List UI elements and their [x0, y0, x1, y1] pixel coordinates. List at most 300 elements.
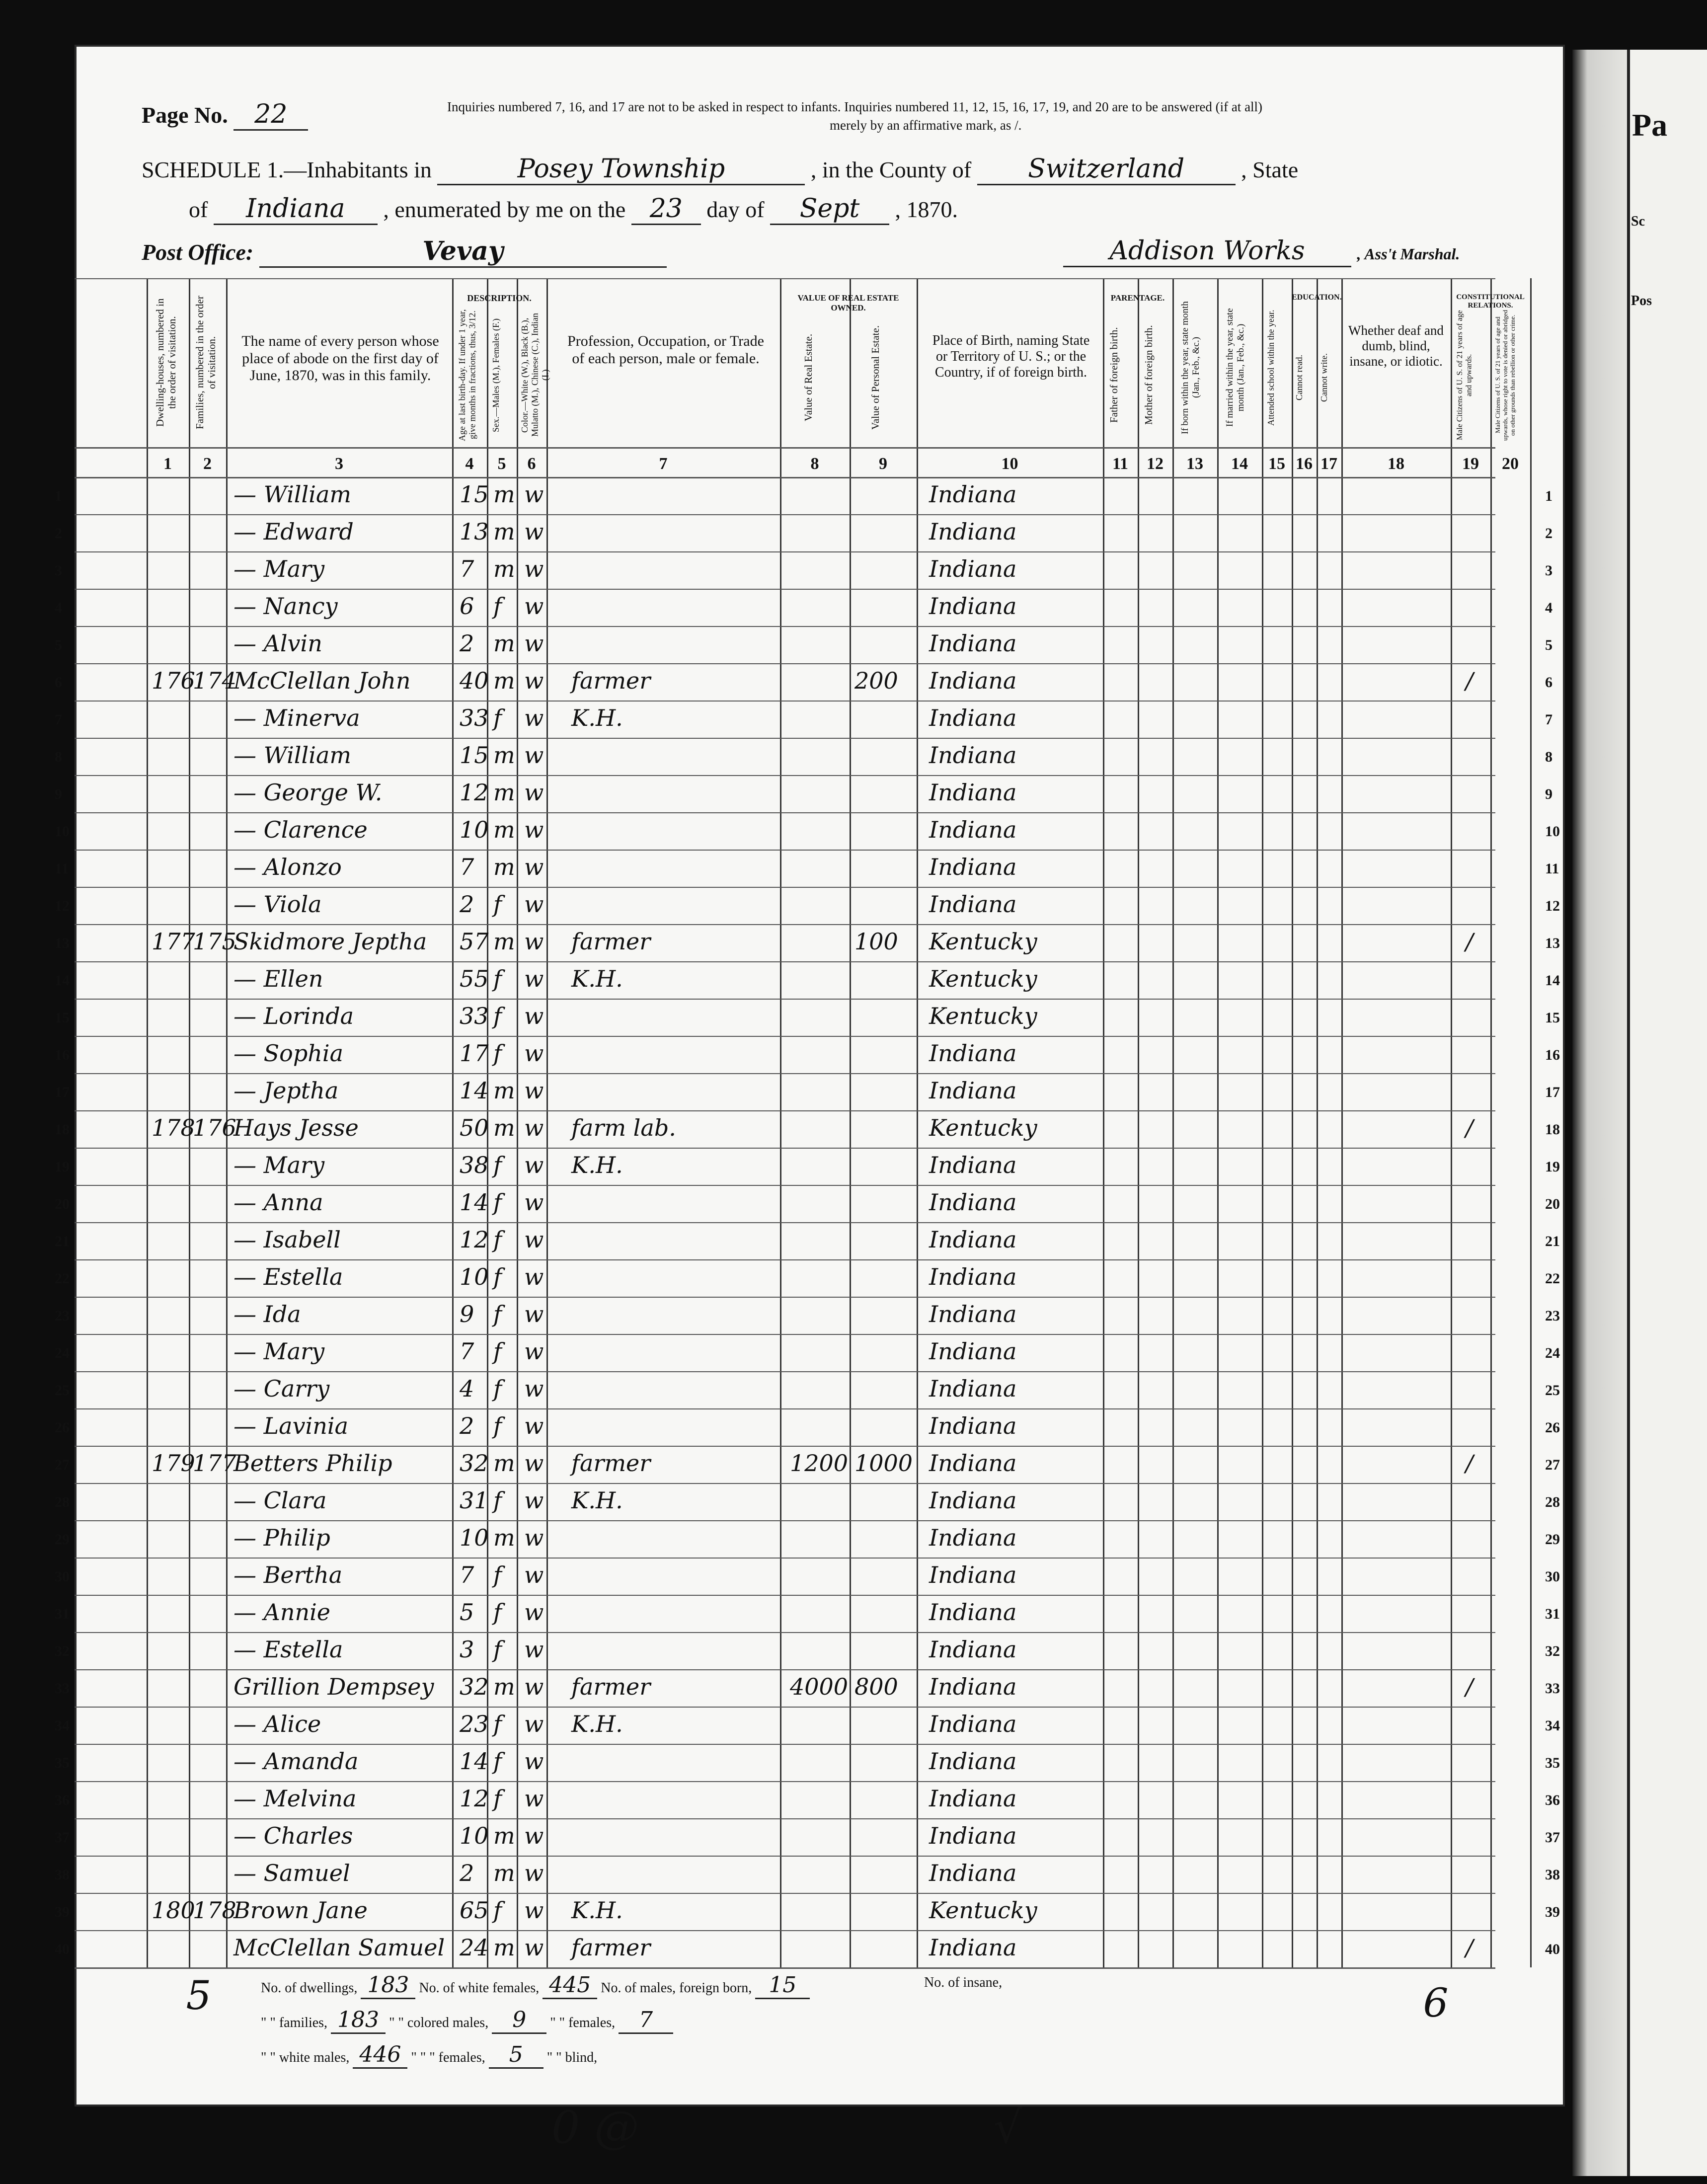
tally-right-value: 6 [1423, 1980, 1449, 2026]
color-value: w [524, 1077, 544, 1104]
occupation-value: K.H. [571, 1711, 623, 1737]
adjacent-page-strip [1627, 50, 1707, 2176]
color-value: w [524, 1897, 544, 1924]
col3-header: The name of every person whose place of abode on the first day of June, 1870, was in this family. [241, 333, 439, 384]
male-citizen-mark: / [1466, 1673, 1474, 1700]
line-number-right: 12 [1545, 898, 1560, 914]
col17-header: Cannot write. [1319, 353, 1329, 402]
sex-value: m [493, 555, 515, 582]
table-row [55, 1707, 1570, 1744]
color-value: w [524, 1189, 544, 1216]
person-name: Betters Philip [233, 1450, 392, 1477]
table-row [55, 924, 1570, 962]
line-number-right: 32 [1545, 1643, 1560, 1659]
sex-value: f [493, 1338, 502, 1365]
person-name: — Viola [233, 891, 322, 918]
families-value: 183 [331, 2007, 386, 2034]
col5-header: Sex.—Males (M.), Females (F.) [491, 318, 501, 432]
line-number-left: 29 [55, 1531, 70, 1548]
page-label: Page No. [142, 102, 228, 128]
age-value: 33 [460, 704, 489, 731]
color-value: w [524, 1338, 544, 1365]
adjacent-post-label: Pos [1631, 293, 1652, 309]
sex-value: f [493, 1003, 502, 1029]
color-value: w [524, 1003, 544, 1029]
line-number-left: 4 [55, 600, 62, 616]
sex-value: m [493, 518, 515, 545]
birthplace-value: Indiana [929, 1748, 1017, 1775]
col-number: 6 [527, 455, 536, 473]
person-name: — Nancy [233, 593, 338, 620]
line-number-right: 40 [1545, 1941, 1560, 1957]
dwelling-number: 179 [152, 1450, 195, 1477]
col8-header: Value of Real Estate. [802, 333, 814, 422]
table-row [55, 1297, 1570, 1334]
line-number-right: 33 [1545, 1680, 1560, 1697]
line-number-right: 13 [1545, 935, 1560, 951]
education-header: EDUCATION. [1292, 293, 1342, 302]
male-citizen-mark: / [1466, 1114, 1474, 1141]
line-number-right: 3 [1545, 562, 1552, 579]
sex-value: f [493, 1636, 502, 1663]
sex-value: f [493, 1226, 502, 1253]
line-number-left: 25 [55, 1382, 70, 1399]
line-number-right: 14 [1545, 972, 1560, 989]
line-number-right: 28 [1545, 1494, 1560, 1510]
real-estate-header: VALUE OF REAL ESTATE OWNED. [797, 293, 899, 312]
person-name: — Amanda [233, 1748, 359, 1775]
white-males-value: 446 [353, 2042, 407, 2069]
township-field: Posey Township [437, 154, 805, 185]
person-name: — Clara [233, 1487, 327, 1514]
color-value: w [524, 1711, 544, 1737]
age-value: 4 [460, 1375, 474, 1402]
instruction-note-1: Inquiries numbered 7, 16, and 17 are not to be asked in respect to infants. Inquiries numbered 11, 12, 15, 16, 17, 19, and 20 are to be answered (if at all) [447, 99, 1263, 114]
line-number-left: 22 [55, 1270, 70, 1287]
table-row [55, 551, 1570, 589]
age-value: 24 [460, 1934, 489, 1961]
line-number-right: 23 [1545, 1308, 1560, 1324]
birthplace-value: Indiana [929, 854, 1017, 880]
line-number-left: 38 [55, 1867, 70, 1883]
person-name: McClellan John [233, 667, 411, 694]
table-row [55, 738, 1570, 776]
line-number-left: 19 [55, 1159, 70, 1175]
sex-value: m [493, 1860, 515, 1886]
birthplace-value: Indiana [929, 1077, 1017, 1104]
white-females-value: 445 [543, 1972, 597, 1999]
col-number: 14 [1231, 455, 1248, 473]
person-name: — Mary [233, 555, 325, 582]
real-estate-value: 4000 [790, 1673, 849, 1700]
birthplace-value: Indiana [929, 1189, 1017, 1216]
tally-left-value: 5 [186, 1972, 212, 2019]
table-row [55, 1595, 1570, 1633]
year-label: , 1870. [895, 197, 958, 222]
color-value: w [524, 1301, 544, 1327]
dwelling-number: 178 [152, 1114, 195, 1141]
table-row [55, 1036, 1570, 1074]
enumeration-line [189, 194, 958, 225]
person-name: — Mary [233, 1338, 325, 1365]
table-row [55, 1744, 1570, 1782]
table-row [55, 850, 1570, 887]
table-row [55, 1893, 1570, 1931]
color-value: w [524, 555, 544, 582]
age-value: 17 [460, 1040, 489, 1067]
sex-value: m [493, 779, 515, 806]
birthplace-value: Indiana [929, 1822, 1017, 1849]
col-number: 16 [1296, 455, 1313, 473]
line-number-right: 8 [1545, 749, 1552, 765]
line-number-left: 36 [55, 1792, 70, 1808]
line-number-right: 1 [1545, 488, 1552, 504]
age-value: 5 [460, 1599, 474, 1626]
totals-line-3 [261, 2042, 597, 2069]
person-name: — Anna [233, 1189, 323, 1216]
age-value: 32 [460, 1450, 489, 1477]
line-number-right: 17 [1545, 1084, 1560, 1100]
table-row [55, 626, 1570, 664]
age-value: 65 [460, 1897, 489, 1924]
color-value: w [524, 1524, 544, 1551]
line-number-right: 25 [1545, 1382, 1560, 1399]
col11-header: Father of foreign birth. [1108, 327, 1120, 423]
county-field: Switzerland [977, 154, 1236, 185]
sex-value: f [493, 1487, 502, 1514]
table-row [55, 775, 1570, 813]
census-table [55, 278, 1560, 2042]
person-name: — Alvin [233, 630, 322, 657]
birthplace-value: Indiana [929, 704, 1017, 731]
male-citizen-mark: / [1466, 928, 1474, 955]
person-name: Brown Jane [233, 1897, 368, 1924]
line-number-right: 7 [1545, 711, 1552, 728]
color-value: w [524, 518, 544, 545]
table-row [55, 1110, 1570, 1148]
col-number: 5 [497, 455, 506, 473]
sex-value: f [493, 965, 502, 992]
birthplace-value: Indiana [929, 1338, 1017, 1365]
age-value: 9 [460, 1301, 474, 1327]
person-name: — Ellen [233, 965, 323, 992]
colored-males-value: 9 [492, 2007, 546, 2034]
age-value: 10 [460, 816, 489, 843]
colored-males-label: " " colored males, [389, 2015, 489, 2030]
age-value: 55 [460, 965, 489, 992]
sex-value: m [493, 928, 515, 955]
col-number: 7 [659, 455, 668, 473]
sex-value: f [493, 1711, 502, 1737]
birthplace-value: Indiana [929, 667, 1017, 694]
table-row [55, 887, 1570, 925]
color-value: w [524, 891, 544, 918]
line-number-left: 33 [55, 1680, 70, 1697]
person-name: — Sophia [233, 1040, 344, 1067]
sex-value: m [493, 1822, 515, 1849]
birthplace-value: Indiana [929, 891, 1017, 918]
occupation-value: farmer [571, 1673, 651, 1700]
col9-header: Value of Personal Estate. [869, 325, 881, 430]
line-number-left: 14 [55, 972, 70, 989]
line-number-left: 17 [55, 1084, 70, 1100]
person-name: — Jeptha [233, 1077, 339, 1104]
person-name: — Samuel [233, 1860, 350, 1886]
person-name: — Alice [233, 1711, 321, 1737]
sex-value: f [493, 1561, 502, 1588]
personal-estate-value: 200 [854, 667, 898, 694]
col-number: 18 [1388, 455, 1404, 473]
line-number-right: 20 [1545, 1196, 1560, 1212]
insane-line [924, 1975, 1002, 1991]
person-name: — Annie [233, 1599, 331, 1626]
line-number-right: 4 [1545, 600, 1552, 616]
birthplace-value: Indiana [929, 1301, 1017, 1327]
person-name: — Mary [233, 1152, 325, 1178]
table-row [55, 1259, 1570, 1297]
age-value: 31 [460, 1487, 489, 1514]
line-number-right: 18 [1545, 1121, 1560, 1138]
male-citizen-mark: / [1466, 1934, 1474, 1961]
color-value: w [524, 779, 544, 806]
birthplace-value: Indiana [929, 779, 1017, 806]
col-number: 3 [335, 455, 343, 473]
birthplace-value: Indiana [929, 1524, 1017, 1551]
family-number: 177 [193, 1450, 236, 1477]
person-name: Grillion Dempsey [233, 1673, 434, 1700]
families-label: " " families, [261, 2015, 328, 2030]
line-number-left: 28 [55, 1494, 70, 1510]
line-number-left: 2 [55, 525, 62, 542]
line-number-left: 30 [55, 1568, 70, 1585]
color-value: w [524, 667, 544, 694]
col-number: 20 [1502, 455, 1519, 473]
age-value: 38 [460, 1152, 489, 1178]
birthplace-value: Indiana [929, 1711, 1017, 1737]
line-number-left: 27 [55, 1457, 70, 1473]
sex-value: f [493, 891, 502, 918]
col4-header: Age at last birth-day. If under 1 year, give months in fractions, thus, 3/12. [457, 309, 477, 441]
color-value: w [524, 854, 544, 880]
post-office-line [142, 236, 667, 268]
personal-estate-value: 800 [854, 1673, 898, 1700]
line-number-left: 1 [55, 488, 62, 504]
occupation-value: farmer [571, 1934, 651, 1961]
line-number-left: 8 [55, 749, 62, 765]
birthplace-value: Indiana [929, 481, 1017, 508]
table-row [55, 1669, 1570, 1707]
sex-value: m [493, 1450, 515, 1477]
color-value: w [524, 1450, 544, 1477]
personal-estate-value: 1000 [854, 1450, 913, 1477]
line-number-left: 13 [55, 935, 70, 951]
person-name: — Lavinia [233, 1412, 349, 1439]
line-number-right: 16 [1545, 1047, 1560, 1063]
birthplace-value: Indiana [929, 1450, 1017, 1477]
occupation-value: K.H. [571, 1152, 623, 1178]
day-of-label: day of [706, 197, 765, 222]
col15-header: Attended school within the year. [1266, 310, 1276, 426]
marshal-label: , Ass't Marshal. [1357, 245, 1460, 263]
colored-females-value: 5 [489, 2042, 543, 2069]
col12-header: Mother of foreign birth. [1143, 325, 1155, 425]
sex-value: f [493, 1152, 502, 1178]
line-number-right: 27 [1545, 1457, 1560, 1473]
color-value: w [524, 481, 544, 508]
line-number-right: 9 [1545, 786, 1552, 802]
color-value: w [524, 1412, 544, 1439]
col-number: 8 [810, 455, 819, 473]
person-name: — George W. [233, 779, 383, 806]
table-row [55, 961, 1570, 999]
table-row [55, 1856, 1570, 1893]
line-number-right: 31 [1545, 1606, 1560, 1622]
col18-header: Whether deaf and dumb, blind, insane, or idiotic. [1348, 323, 1444, 369]
line-number-left: 34 [55, 1717, 70, 1734]
birthplace-value: Kentucky [929, 1114, 1037, 1141]
occupation-value: farm lab. [571, 1114, 676, 1141]
birthplace-value: Indiana [929, 1673, 1017, 1700]
birthplace-value: Indiana [929, 1785, 1017, 1812]
schedule-line [142, 154, 1298, 185]
line-number-left: 24 [55, 1345, 70, 1361]
blind-label: " " blind, [546, 2050, 598, 2065]
person-name: — Edward [233, 518, 354, 545]
col-number: 4 [465, 455, 474, 473]
age-value: 23 [460, 1711, 489, 1737]
table-row [55, 663, 1570, 701]
col-number: 10 [1001, 455, 1018, 473]
dwelling-number: 180 [152, 1897, 195, 1924]
family-number: 176 [193, 1114, 236, 1141]
line-number-right: 35 [1545, 1755, 1560, 1771]
person-name: Skidmore Jeptha [233, 928, 427, 955]
color-value: w [524, 1785, 544, 1812]
sex-value: m [493, 1077, 515, 1104]
sex-value: m [493, 854, 515, 880]
col13-header: If born within the year, state month (Jan., Feb., &c.) [1180, 301, 1201, 434]
line-number-left: 12 [55, 898, 70, 914]
sex-value: f [493, 1897, 502, 1924]
birthplace-value: Indiana [929, 630, 1017, 657]
birthplace-value: Indiana [929, 1152, 1017, 1178]
line-number-left: 39 [55, 1904, 70, 1920]
post-office-label: Post Office: [142, 239, 254, 265]
age-value: 14 [460, 1077, 489, 1104]
person-name: — Estella [233, 1636, 343, 1663]
foreign-females-value: 7 [619, 2007, 673, 2034]
line-number-right: 36 [1545, 1792, 1560, 1808]
family-number: 175 [193, 928, 236, 955]
sex-value: m [493, 1524, 515, 1551]
county-label: , in the County of [810, 157, 972, 182]
occupation-value: K.H. [571, 704, 623, 731]
white-males-label: " " white males, [261, 2050, 350, 2065]
color-value: w [524, 965, 544, 992]
col2-header: Families, numbered in the order of visitation. [194, 296, 218, 430]
sex-value: m [493, 816, 515, 843]
real-estate-value: 1200 [790, 1450, 849, 1477]
age-value: 13 [460, 518, 489, 545]
color-value: w [524, 1636, 544, 1663]
line-number-left: 9 [55, 786, 62, 802]
birthplace-value: Indiana [929, 1934, 1017, 1961]
white-females-label: No. of white females, [419, 1980, 540, 1996]
post-office-field: Vevay [259, 236, 667, 268]
line-number-left: 3 [55, 562, 62, 579]
table-row [55, 1222, 1570, 1260]
line-number-left: 21 [55, 1233, 70, 1249]
col-number: 9 [879, 455, 887, 473]
birthplace-value: Indiana [929, 1226, 1017, 1253]
line-number-left: 31 [55, 1606, 70, 1622]
color-value: w [524, 1152, 544, 1178]
description-header: DESCRIPTION. [467, 293, 532, 303]
birthplace-value: Indiana [929, 1375, 1017, 1402]
table-row [55, 1483, 1570, 1521]
age-value: 6 [460, 593, 474, 620]
dwelling-number: 177 [152, 928, 195, 955]
family-number: 174 [193, 667, 236, 694]
table-row [55, 1632, 1570, 1670]
birthplace-value: Indiana [929, 1599, 1017, 1626]
color-value: w [524, 1487, 544, 1514]
table-row [55, 1148, 1570, 1185]
line-number-right: 2 [1545, 525, 1552, 542]
age-value: 2 [460, 1412, 474, 1439]
male-citizen-mark: / [1466, 667, 1474, 694]
table-row [55, 1185, 1570, 1223]
col10-header: Place of Birth, naming State or Territory of U. S.; or the Country, if of foreign birth. [932, 333, 1090, 381]
color-value: w [524, 1934, 544, 1961]
foreign-males-value: 15 [755, 1972, 810, 1999]
sex-value: f [493, 1412, 502, 1439]
sex-value: f [493, 1040, 502, 1067]
person-name: — Charles [233, 1822, 353, 1849]
sex-value: f [493, 1301, 502, 1327]
col-number: 1 [163, 455, 172, 473]
person-name: — Ida [233, 1301, 301, 1327]
table-row [55, 1408, 1570, 1446]
family-number: 178 [193, 1897, 236, 1924]
occupation-value: K.H. [571, 1487, 623, 1514]
line-number-right: 38 [1545, 1867, 1560, 1883]
state-field: Indiana [214, 194, 378, 225]
header-line [75, 447, 1495, 449]
age-value: 7 [460, 1561, 474, 1588]
line-number-right: 30 [1545, 1568, 1560, 1585]
person-name: Hays Jesse [233, 1114, 359, 1141]
age-value: 14 [460, 1748, 489, 1775]
age-value: 14 [460, 1189, 489, 1216]
age-value: 32 [460, 1673, 489, 1700]
tally-left [184, 1972, 214, 2019]
color-value: w [524, 704, 544, 731]
col-number: 17 [1320, 455, 1337, 473]
age-value: 12 [460, 779, 489, 806]
occupation-value: farmer [571, 667, 651, 694]
marshal-field: Addison Works [1063, 236, 1351, 267]
colored-females-label: " " " females, [411, 2050, 485, 2065]
month-field: Sept [770, 194, 889, 225]
birthplace-value: Indiana [929, 1040, 1017, 1067]
birthplace-value: Kentucky [929, 1003, 1037, 1029]
line-number-left: 15 [55, 1010, 70, 1026]
col19-header: Male Citizens of U. S. of 21 years of age and upwards. [1456, 310, 1474, 440]
line-number-right: 19 [1545, 1159, 1560, 1175]
age-value: 12 [460, 1785, 489, 1812]
table-row [55, 477, 1570, 515]
